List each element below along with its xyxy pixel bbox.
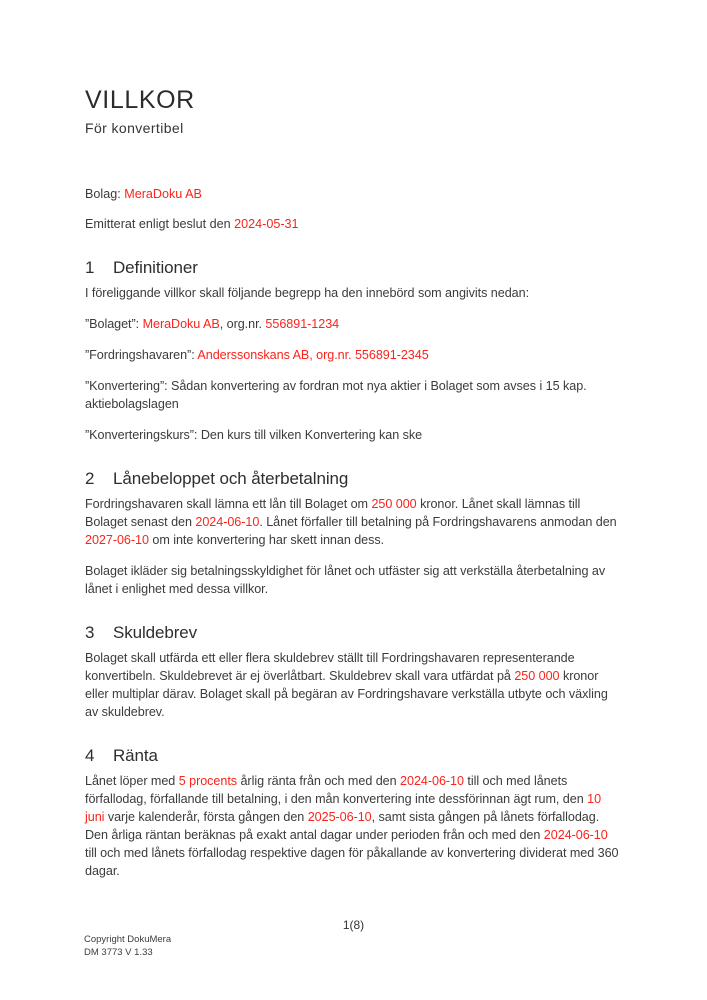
text-run: , samt sista gången på lånets förfallodag. Den årliga räntan beräknas på exakt antal dagar under perioden från och med den — [85, 810, 600, 842]
section-number: 2 — [85, 469, 95, 488]
text-run: Bolag: — [85, 187, 125, 201]
section-heading — [85, 467, 622, 491]
document-meta — [85, 185, 622, 233]
document-subtitle: För konvertibel — [85, 120, 184, 136]
highlighted-value: 2024-06-10 — [543, 828, 608, 842]
section-heading-text: Lånebeloppet och återbetalning — [113, 469, 349, 488]
text-run: Bolaget skall utfärda ett eller flera skuldebrev ställt till Fordringshavaren representerande konvertibeln. Skuldebrevet är ej överlåtbart. Skuldebrev skall vara utfärdat på — [85, 651, 575, 683]
section-number: 1 — [85, 258, 95, 277]
section-heading — [85, 744, 622, 768]
highlighted-value: 250 000 — [514, 669, 560, 683]
text-run: Lånet löper med — [85, 774, 179, 788]
text-run: . Lånet förfaller till betalning på Fordringshavarens anmodan den — [259, 515, 617, 529]
text-run: årlig ränta från och med den — [237, 774, 401, 788]
footer-page-number: 1(8) — [342, 918, 365, 932]
paragraph — [85, 426, 622, 444]
section-number: 3 — [85, 623, 95, 642]
text-run: ”Konverteringskurs”: Den kurs till vilken Konvertering kan ske — [85, 428, 423, 442]
section-heading — [85, 256, 622, 280]
paragraph — [85, 562, 622, 598]
section-number: 4 — [85, 746, 95, 765]
text-run: varje kalenderår, första gången den — [104, 810, 308, 824]
section-lanebeloppet — [85, 467, 622, 598]
paragraph — [85, 284, 622, 302]
highlighted-value: 5 procents — [178, 774, 238, 788]
footer-copyright — [84, 934, 171, 959]
highlighted-value: 2027-06-10 — [85, 533, 149, 547]
text-run: , org.nr. — [219, 317, 266, 331]
document-content — [85, 85, 622, 880]
highlighted-value: Anderssonskans AB, org.nr. 556891-2345 — [197, 348, 429, 362]
paragraph — [85, 649, 622, 721]
text-run: ”Konvertering”: Sådan konvertering av fordran mot nya aktier i Bolaget som avses i 15 kap. aktiebolagslagen — [85, 379, 587, 411]
document-title: VILLKOR — [85, 86, 195, 114]
text-run: kronor eller multiplar därav. Bolaget skall på begäran av Fordringshavare verkställa utbyte och växling av skuldebrev. — [85, 669, 608, 719]
section-heading-text: Definitioner — [113, 258, 198, 277]
text-run: Emitterat enligt beslut den — [85, 217, 235, 231]
text-run: om inte konvertering har skett innan dess. — [148, 533, 385, 547]
text-run: Fordringshavaren skall lämna ett lån till Bolaget om — [85, 497, 372, 511]
section-skuldebrev — [85, 621, 622, 721]
text-run: I föreliggande villkor skall följande begrepp ha den innebörd som angivits nedan: — [85, 286, 530, 300]
highlighted-value: MeraDoku AB — [124, 187, 202, 201]
highlighted-value: 2024-06-10 — [400, 774, 464, 788]
meta-line-emitterat — [85, 215, 622, 233]
highlighted-value: 2025-06-10 — [307, 810, 372, 824]
section-definitioner — [85, 256, 622, 444]
text-run: till och med lånets förfallodag, förfallande till betalning, i den mån konvertering inte dessförinnan ägt rum, den — [85, 774, 588, 806]
highlighted-value: 2024-06-10 — [195, 515, 260, 529]
highlighted-value: MeraDoku AB — [142, 317, 220, 331]
section-ranta — [85, 744, 622, 880]
highlighted-value: 2024-05-31 — [234, 217, 299, 231]
highlighted-value: 556891-1234 — [265, 317, 340, 331]
text-run: kronor. Lånet skall lämnas till Bolaget senast den — [85, 497, 581, 529]
paragraph — [85, 772, 622, 880]
text-run: ”Fordringshavaren”: — [85, 348, 198, 362]
section-heading-text: Skuldebrev — [113, 623, 198, 642]
text-run: till och med lånets förfallodag respektive dagen för påkallande av konvertering dividerat med 360 dagar. — [85, 846, 619, 878]
paragraph — [85, 377, 622, 413]
paragraph — [85, 346, 622, 364]
highlighted-value: 250 000 — [371, 497, 417, 511]
highlighted-value: 10 juni — [85, 792, 602, 824]
meta-line-bolag — [85, 185, 622, 203]
text-run: ”Bolaget”: — [85, 317, 143, 331]
section-heading — [85, 621, 622, 645]
text-run: Bolaget ikläder sig betalningsskyldighet för lånet och utfäster sig att verkställa återbetalning av lånet i enlighet med dessa villkor. — [85, 564, 606, 596]
footer-copyright-line1: Copyright DokuMera — [84, 934, 172, 945]
paragraph — [85, 495, 622, 549]
footer-copyright-line2: DM 3773 V 1.33 — [84, 946, 153, 958]
section-heading-text: Ränta — [113, 746, 158, 765]
paragraph — [85, 315, 622, 333]
